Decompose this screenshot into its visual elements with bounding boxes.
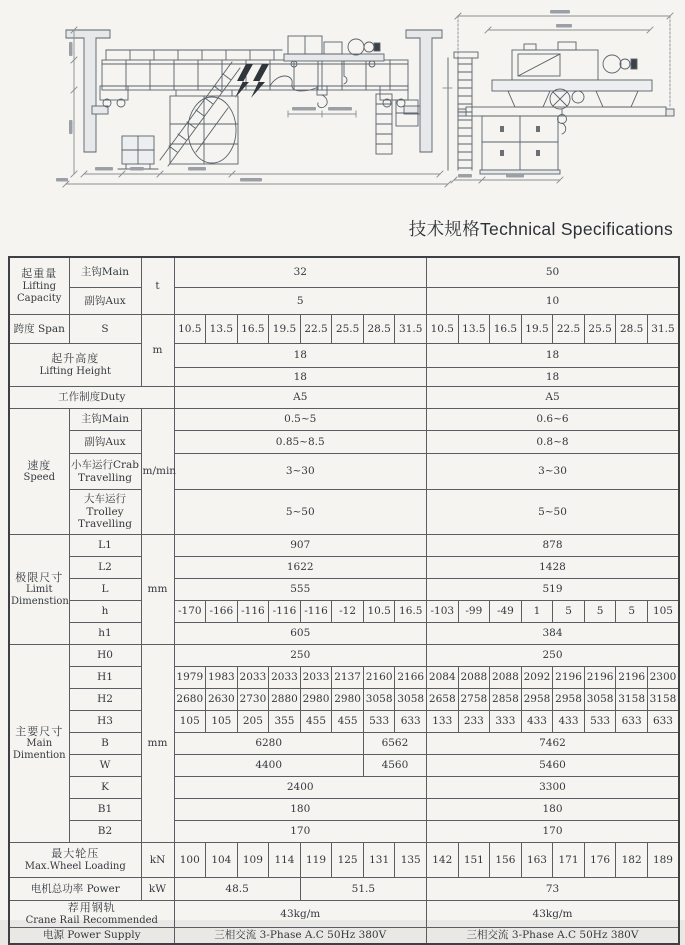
handrail: [106, 50, 282, 60]
value-cell: 18: [174, 344, 427, 368]
value-cell: 19.5: [521, 315, 553, 344]
value-cell: 31.5: [647, 315, 679, 344]
label-motor-power: 电机总功率 Power: [9, 878, 141, 901]
value-cell: 18: [427, 368, 680, 387]
label-zh: 起升高度: [51, 352, 100, 366]
unit-cell: t: [141, 257, 174, 315]
value-cell: -116: [300, 601, 332, 623]
value-cell: 182: [616, 843, 648, 878]
value-cell: 2088: [490, 667, 522, 689]
page-title: 技术规格Technical Specifications: [408, 219, 673, 239]
value-cell: 135: [395, 843, 427, 878]
value-cell: 2758: [458, 689, 490, 711]
sublabel-speed-crab: 小车运行Crab Travelling: [69, 454, 141, 490]
resistor-box: [118, 136, 158, 169]
value-cell: 2980: [300, 689, 332, 711]
value-cell: 3158: [616, 689, 648, 711]
right-runway-column: [406, 30, 442, 152]
label-lifting-capacity: [9, 257, 69, 315]
value-cell: 4560: [363, 755, 426, 777]
value-cell: 三相交流 3-Phase A.C 50Hz 380V: [427, 928, 680, 945]
value-cell: 22.5: [553, 315, 585, 344]
label-lifting-height: [9, 344, 141, 387]
label-en: Lifting Height: [39, 365, 111, 377]
value-cell: 50: [427, 257, 680, 288]
sublabel-aux-hook: 副钩Aux: [69, 288, 141, 315]
value-cell: 2084: [427, 667, 459, 689]
value-cell: -116: [269, 601, 301, 623]
sublabel-speed-main: 主钩Main: [69, 409, 141, 431]
value-cell: 16.5: [237, 315, 269, 344]
label-main-dimension: [9, 645, 69, 843]
value-cell: 10.5: [363, 601, 395, 623]
value-cell: 三相交流 3-Phase A.C 50Hz 380V: [174, 928, 427, 945]
value-cell: 16.5: [395, 601, 427, 623]
label-crane-rail: [9, 901, 174, 928]
bottom-dimension-lines: [56, 167, 451, 187]
value-cell: 355: [269, 711, 301, 733]
end-view: [443, 10, 674, 183]
value-cell: 100: [174, 843, 206, 878]
label-limit-dimension: [9, 535, 69, 645]
value-cell: 2033: [237, 667, 269, 689]
value-cell: 3300: [427, 777, 680, 799]
label-speed: [9, 409, 69, 535]
unit-cell: m/min: [141, 409, 174, 535]
value-cell: 156: [490, 843, 522, 878]
sublabel-b2: B2: [69, 821, 141, 843]
value-cell: 878: [427, 535, 680, 557]
main-hook-icon: [317, 61, 327, 108]
value-cell: 2033: [269, 667, 301, 689]
end-trucks: [100, 86, 408, 107]
value-cell: -166: [206, 601, 238, 623]
value-cell: 2137: [332, 667, 364, 689]
value-cell: 43kg/m: [427, 901, 680, 928]
value-cell: 7462: [427, 733, 680, 755]
sublabel-k: K: [69, 777, 141, 799]
value-cell: 433: [553, 711, 585, 733]
sublabel-h1-dim: H1: [69, 667, 141, 689]
staircase: [160, 62, 240, 166]
sublabel-span-s: S: [69, 315, 141, 344]
value-cell: 119: [300, 843, 332, 878]
value-cell: 533: [584, 711, 616, 733]
value-cell: 131: [363, 843, 395, 878]
value-cell: 2166: [395, 667, 427, 689]
value-cell: 10.5: [174, 315, 206, 344]
value-cell: 2680: [174, 689, 206, 711]
value-cell: 125: [332, 843, 364, 878]
value-cell: 4400: [174, 755, 363, 777]
label-en: Crane Rail Recommended: [25, 914, 158, 926]
unit-cell: kN: [141, 843, 174, 878]
sublabel-speed-aux: 副钩Aux: [69, 431, 141, 454]
value-cell: 2880: [269, 689, 301, 711]
sublabel-h0: H0: [69, 645, 141, 667]
label-en: Max.Wheel Loading: [24, 860, 126, 872]
label-zh: 速度: [27, 458, 52, 472]
lightning-bolt-icon: [235, 64, 269, 98]
value-cell: 105: [206, 711, 238, 733]
value-cell: 2980: [332, 689, 364, 711]
value-cell: 2160: [363, 667, 395, 689]
value-cell: 25.5: [332, 315, 364, 344]
end-view-cab: [480, 116, 560, 174]
value-cell: 250: [427, 645, 680, 667]
value-cell: 2300: [647, 667, 679, 689]
sublabel-w: W: [69, 755, 141, 777]
value-cell: 2033: [300, 667, 332, 689]
label-zh: 主要尺寸: [15, 724, 64, 738]
trolley-deck: [492, 80, 652, 91]
value-cell: 16.5: [490, 315, 522, 344]
value-cell: 0.8~8: [427, 431, 680, 454]
value-cell: 2196: [553, 667, 585, 689]
value-cell: 605: [174, 623, 427, 645]
sublabel-h2-dim: H2: [69, 689, 141, 711]
label-en: Limit Dimenstion: [11, 584, 69, 608]
value-cell: 907: [174, 535, 427, 557]
value-cell: 3058: [363, 689, 395, 711]
value-cell: 48.5: [174, 878, 300, 901]
value-cell: 170: [174, 821, 427, 843]
value-cell: 105: [647, 601, 679, 623]
value-cell: 25.5: [584, 315, 616, 344]
value-cell: 0.6~6: [427, 409, 680, 431]
value-cell: 6562: [363, 733, 426, 755]
value-cell: A5: [174, 387, 427, 409]
label-zh: 起重量: [21, 267, 58, 281]
value-cell: 2088: [458, 667, 490, 689]
label-zh: 极限尺寸: [15, 570, 64, 584]
value-cell: 176: [584, 843, 616, 878]
technical-drawing: [0, 2, 685, 214]
value-cell: -99: [458, 601, 490, 623]
value-cell: 633: [647, 711, 679, 733]
value-cell: 28.5: [616, 315, 648, 344]
value-cell: 2730: [237, 689, 269, 711]
value-cell: 3058: [584, 689, 616, 711]
value-cell: 1428: [427, 557, 680, 579]
value-cell: 233: [458, 711, 490, 733]
value-cell: 3158: [647, 689, 679, 711]
value-cell: 2092: [521, 667, 553, 689]
value-cell: 171: [553, 843, 585, 878]
value-cell: 455: [332, 711, 364, 733]
value-cell: 2400: [174, 777, 427, 799]
front-view: [56, 27, 451, 187]
value-cell: 1983: [206, 667, 238, 689]
label-power-supply: 电源 Power Supply: [9, 928, 174, 945]
label-max-wheel-loading: [9, 843, 141, 878]
value-cell: 2958: [521, 689, 553, 711]
value-cell: 28.5: [363, 315, 395, 344]
value-cell: -49: [490, 601, 522, 623]
value-cell: 2958: [553, 689, 585, 711]
value-cell: 163: [521, 843, 553, 878]
main-girder: [102, 60, 408, 90]
value-cell: 0.85~8.5: [174, 431, 427, 454]
value-cell: 10: [427, 288, 680, 315]
hook-dimension-marks: [288, 107, 356, 117]
value-cell: -103: [427, 601, 459, 623]
label-en: Speed: [23, 472, 55, 484]
value-cell: 333: [490, 711, 522, 733]
label-zh: 最大轮压: [51, 847, 100, 861]
value-cell: 109: [237, 843, 269, 878]
value-cell: 0.5~5: [174, 409, 427, 431]
value-cell: 18: [427, 344, 680, 368]
value-cell: 1: [521, 601, 553, 623]
value-cell: 189: [647, 843, 679, 878]
value-cell: 5: [616, 601, 648, 623]
sublabel-h: h: [69, 601, 141, 623]
value-cell: 433: [521, 711, 553, 733]
power-cable: [270, 76, 316, 91]
value-cell: 73: [427, 878, 680, 901]
unit-cell: m: [141, 315, 174, 387]
unit-cell: mm: [141, 535, 174, 645]
value-cell: 180: [174, 799, 427, 821]
value-cell: 2196: [584, 667, 616, 689]
operator-cab: [170, 90, 238, 164]
sublabel-main-hook: 主钩Main: [69, 257, 141, 288]
value-cell: 6280: [174, 733, 363, 755]
value-cell: 22.5: [300, 315, 332, 344]
value-cell: 32: [174, 257, 427, 288]
sheave-and-hook-icon: [550, 89, 584, 134]
value-cell: 555: [174, 579, 427, 601]
value-cell: -12: [332, 601, 364, 623]
crab-trolley: [284, 36, 384, 67]
value-cell: 104: [206, 843, 238, 878]
value-cell: 384: [427, 623, 680, 645]
value-cell: 51.5: [300, 878, 426, 901]
top-dimension-lines: [455, 10, 673, 106]
value-cell: 43kg/m: [174, 901, 427, 928]
value-cell: 2658: [427, 689, 459, 711]
sublabel-l: L: [69, 579, 141, 601]
value-cell: 2630: [206, 689, 238, 711]
left-dimension-line: [69, 27, 77, 177]
value-cell: 13.5: [206, 315, 238, 344]
value-cell: 3~30: [174, 454, 427, 490]
value-cell: 205: [237, 711, 269, 733]
value-cell: 519: [427, 579, 680, 601]
value-cell: 105: [174, 711, 206, 733]
sublabel-h1: h1: [69, 623, 141, 645]
value-cell: 10.5: [427, 315, 459, 344]
value-cell: 5: [584, 601, 616, 623]
value-cell: 2196: [616, 667, 648, 689]
value-cell: -116: [237, 601, 269, 623]
value-cell: 142: [427, 843, 459, 878]
specifications-table: [8, 256, 680, 945]
value-cell: 18: [174, 368, 427, 387]
value-cell: 1979: [174, 667, 206, 689]
value-cell: -170: [174, 601, 206, 623]
value-cell: 455: [300, 711, 332, 733]
value-cell: 31.5: [395, 315, 427, 344]
value-cell: 1622: [174, 557, 427, 579]
sublabel-h3-dim: H3: [69, 711, 141, 733]
value-cell: 151: [458, 843, 490, 878]
value-cell: 5460: [427, 755, 680, 777]
value-cell: 13.5: [458, 315, 490, 344]
value-cell: 180: [427, 799, 680, 821]
value-cell: A5: [427, 387, 680, 409]
value-cell: 3~30: [427, 454, 680, 490]
sublabel-b1: B1: [69, 799, 141, 821]
hoist-machinery: [512, 42, 637, 80]
value-cell: 5: [553, 601, 585, 623]
value-cell: 5: [174, 288, 427, 315]
unit-cell: mm: [141, 645, 174, 843]
label-en: Lifting Capacity: [17, 280, 62, 304]
value-cell: 133: [427, 711, 459, 733]
value-cell: 533: [363, 711, 395, 733]
value-cell: 3058: [395, 689, 427, 711]
value-cell: 250: [174, 645, 427, 667]
unit-cell: kW: [141, 878, 174, 901]
end-bottom-dimensions: [451, 174, 563, 183]
value-cell: 5~50: [427, 490, 680, 535]
value-cell: 19.5: [269, 315, 301, 344]
value-cell: 633: [395, 711, 427, 733]
sublabel-l2: L2: [69, 557, 141, 579]
value-cell: 114: [269, 843, 301, 878]
sublabel-l1: L1: [69, 535, 141, 557]
label-zh: 荐用钢轨: [67, 901, 116, 915]
label-span: 跨度 Span: [9, 315, 69, 344]
value-cell: 2858: [490, 689, 522, 711]
sublabel-b: B: [69, 733, 141, 755]
label-en: Main Dimention: [12, 738, 66, 762]
crane-drawing: [0, 2, 685, 214]
value-cell: 633: [616, 711, 648, 733]
bridge-band: [466, 107, 666, 116]
sublabel-speed-trolley: 大车运行 Trolley Travelling: [69, 490, 141, 535]
value-cell: 170: [427, 821, 680, 843]
value-cell: 5~50: [174, 490, 427, 535]
label-duty: 工作制度Duty: [9, 387, 174, 409]
